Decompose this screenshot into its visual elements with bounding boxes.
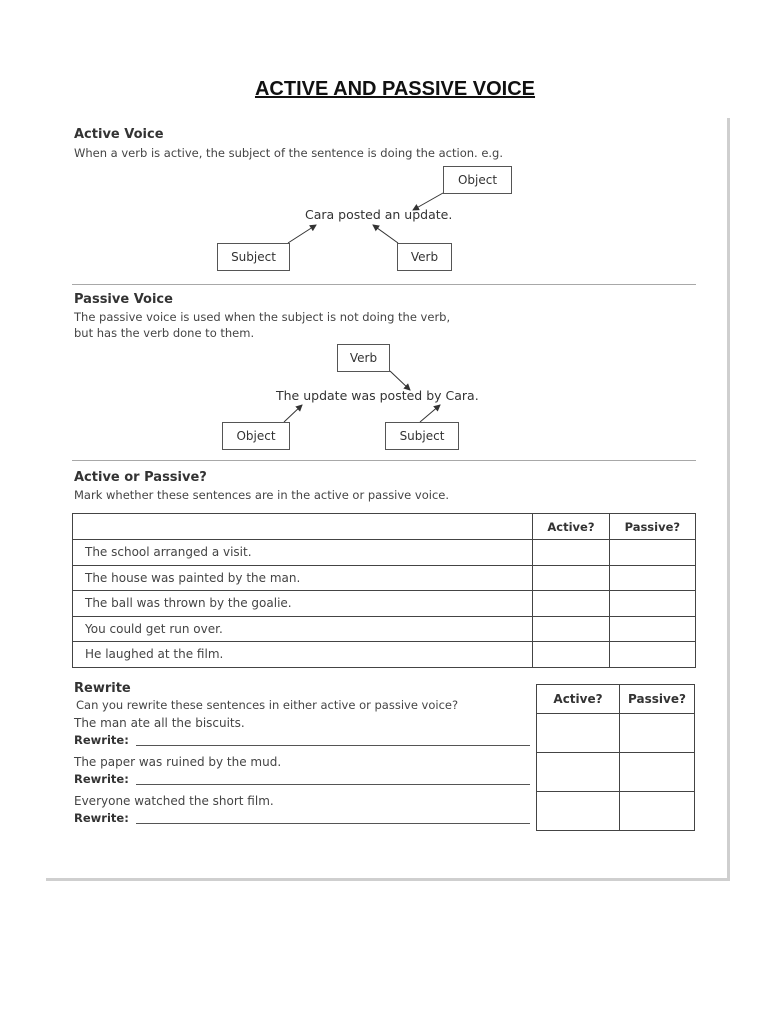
active-answer-cell[interactable] — [533, 642, 609, 668]
active-answer-cell[interactable] — [533, 540, 609, 566]
active-example-sentence: Cara posted an update. — [305, 207, 453, 222]
rewrite-instruction: Can you rewrite these sentences in either active or passive voice? — [76, 698, 459, 712]
passive-example-sentence: The update was posted by Cara. — [276, 388, 479, 403]
sentence-cell: The house was painted by the man. — [73, 565, 533, 591]
column-header-sentence — [73, 514, 533, 540]
verb-label-box: Verb — [397, 243, 452, 271]
active-answer-cell[interactable] — [537, 792, 620, 831]
active-answer-cell[interactable] — [533, 591, 609, 617]
rewrite-answer-line-3[interactable] — [136, 823, 530, 824]
active-answer-cell[interactable] — [533, 565, 609, 591]
active-passive-table — [72, 513, 696, 668]
arrow-subject-passive — [420, 405, 440, 422]
section-divider — [72, 460, 696, 461]
rewrite-table — [536, 684, 695, 831]
rewrite-label-2: Rewrite: — [74, 772, 129, 786]
arrow-subject — [288, 225, 316, 243]
table-header-row — [537, 685, 695, 714]
rewrite-label-3: Rewrite: — [74, 811, 129, 825]
active-answer-cell[interactable] — [533, 616, 609, 642]
table-row — [73, 616, 696, 642]
table-row — [73, 565, 696, 591]
subject-label-box: Subject — [217, 243, 290, 271]
passive-answer-cell[interactable] — [609, 642, 695, 668]
passive-answer-cell[interactable] — [609, 591, 695, 617]
passive-voice-description-line1: The passive voice is used when the subject is not doing the verb, — [74, 310, 451, 324]
section-divider — [72, 284, 696, 285]
active-answer-cell[interactable] — [537, 753, 620, 792]
table-row — [73, 642, 696, 668]
rewrite-answer-line-1[interactable] — [136, 745, 530, 746]
passive-answer-cell[interactable] — [620, 792, 695, 831]
active-voice-heading: Active Voice — [74, 127, 164, 142]
passive-answer-cell[interactable] — [620, 714, 695, 753]
object-label-box-passive: Object — [222, 422, 290, 450]
passive-answer-cell[interactable] — [609, 540, 695, 566]
rewrite-sentence-3: Everyone watched the short film. — [74, 794, 274, 808]
sentence-cell: You could get run over. — [73, 616, 533, 642]
active-answer-cell[interactable] — [537, 714, 620, 753]
object-label-box: Object — [443, 166, 512, 194]
rewrite-heading: Rewrite — [74, 681, 131, 696]
rewrite-label-1: Rewrite: — [74, 733, 129, 747]
passive-answer-cell[interactable] — [609, 616, 695, 642]
passive-answer-cell[interactable] — [620, 753, 695, 792]
table-row — [537, 714, 695, 753]
rewrite-sentence-1: The man ate all the biscuits. — [74, 716, 245, 730]
arrow-object-passive — [284, 405, 302, 422]
subject-label-box-passive: Subject — [385, 422, 459, 450]
table-row — [73, 591, 696, 617]
column-header-active: Active? — [533, 514, 609, 540]
table-row — [537, 753, 695, 792]
sentence-cell: The ball was thrown by the goalie. — [73, 591, 533, 617]
active-or-passive-heading: Active or Passive? — [74, 470, 207, 485]
passive-voice-heading: Passive Voice — [74, 292, 173, 307]
rewrite-sentence-2: The paper was ruined by the mud. — [74, 755, 282, 769]
table-row — [537, 792, 695, 831]
table-header-row — [73, 514, 696, 540]
rewrite-answer-line-2[interactable] — [136, 784, 530, 785]
active-or-passive-instruction: Mark whether these sentences are in the active or passive voice. — [74, 488, 450, 502]
verb-label-box-passive: Verb — [337, 344, 390, 372]
column-header-passive: Passive? — [620, 685, 695, 714]
page-title: ACTIVE AND PASSIVE VOICE — [254, 78, 536, 100]
passive-voice-description-line2: but has the verb done to them. — [74, 326, 255, 340]
column-header-passive: Passive? — [609, 514, 695, 540]
sentence-cell: He laughed at the film. — [73, 642, 533, 668]
sentence-cell: The school arranged a visit. — [73, 540, 533, 566]
column-header-active: Active? — [537, 685, 620, 714]
arrow-verb — [373, 225, 398, 243]
passive-answer-cell[interactable] — [609, 565, 695, 591]
table-row — [73, 540, 696, 566]
active-voice-description: When a verb is active, the subject of the sentence is doing the action. e.g. — [74, 146, 504, 160]
